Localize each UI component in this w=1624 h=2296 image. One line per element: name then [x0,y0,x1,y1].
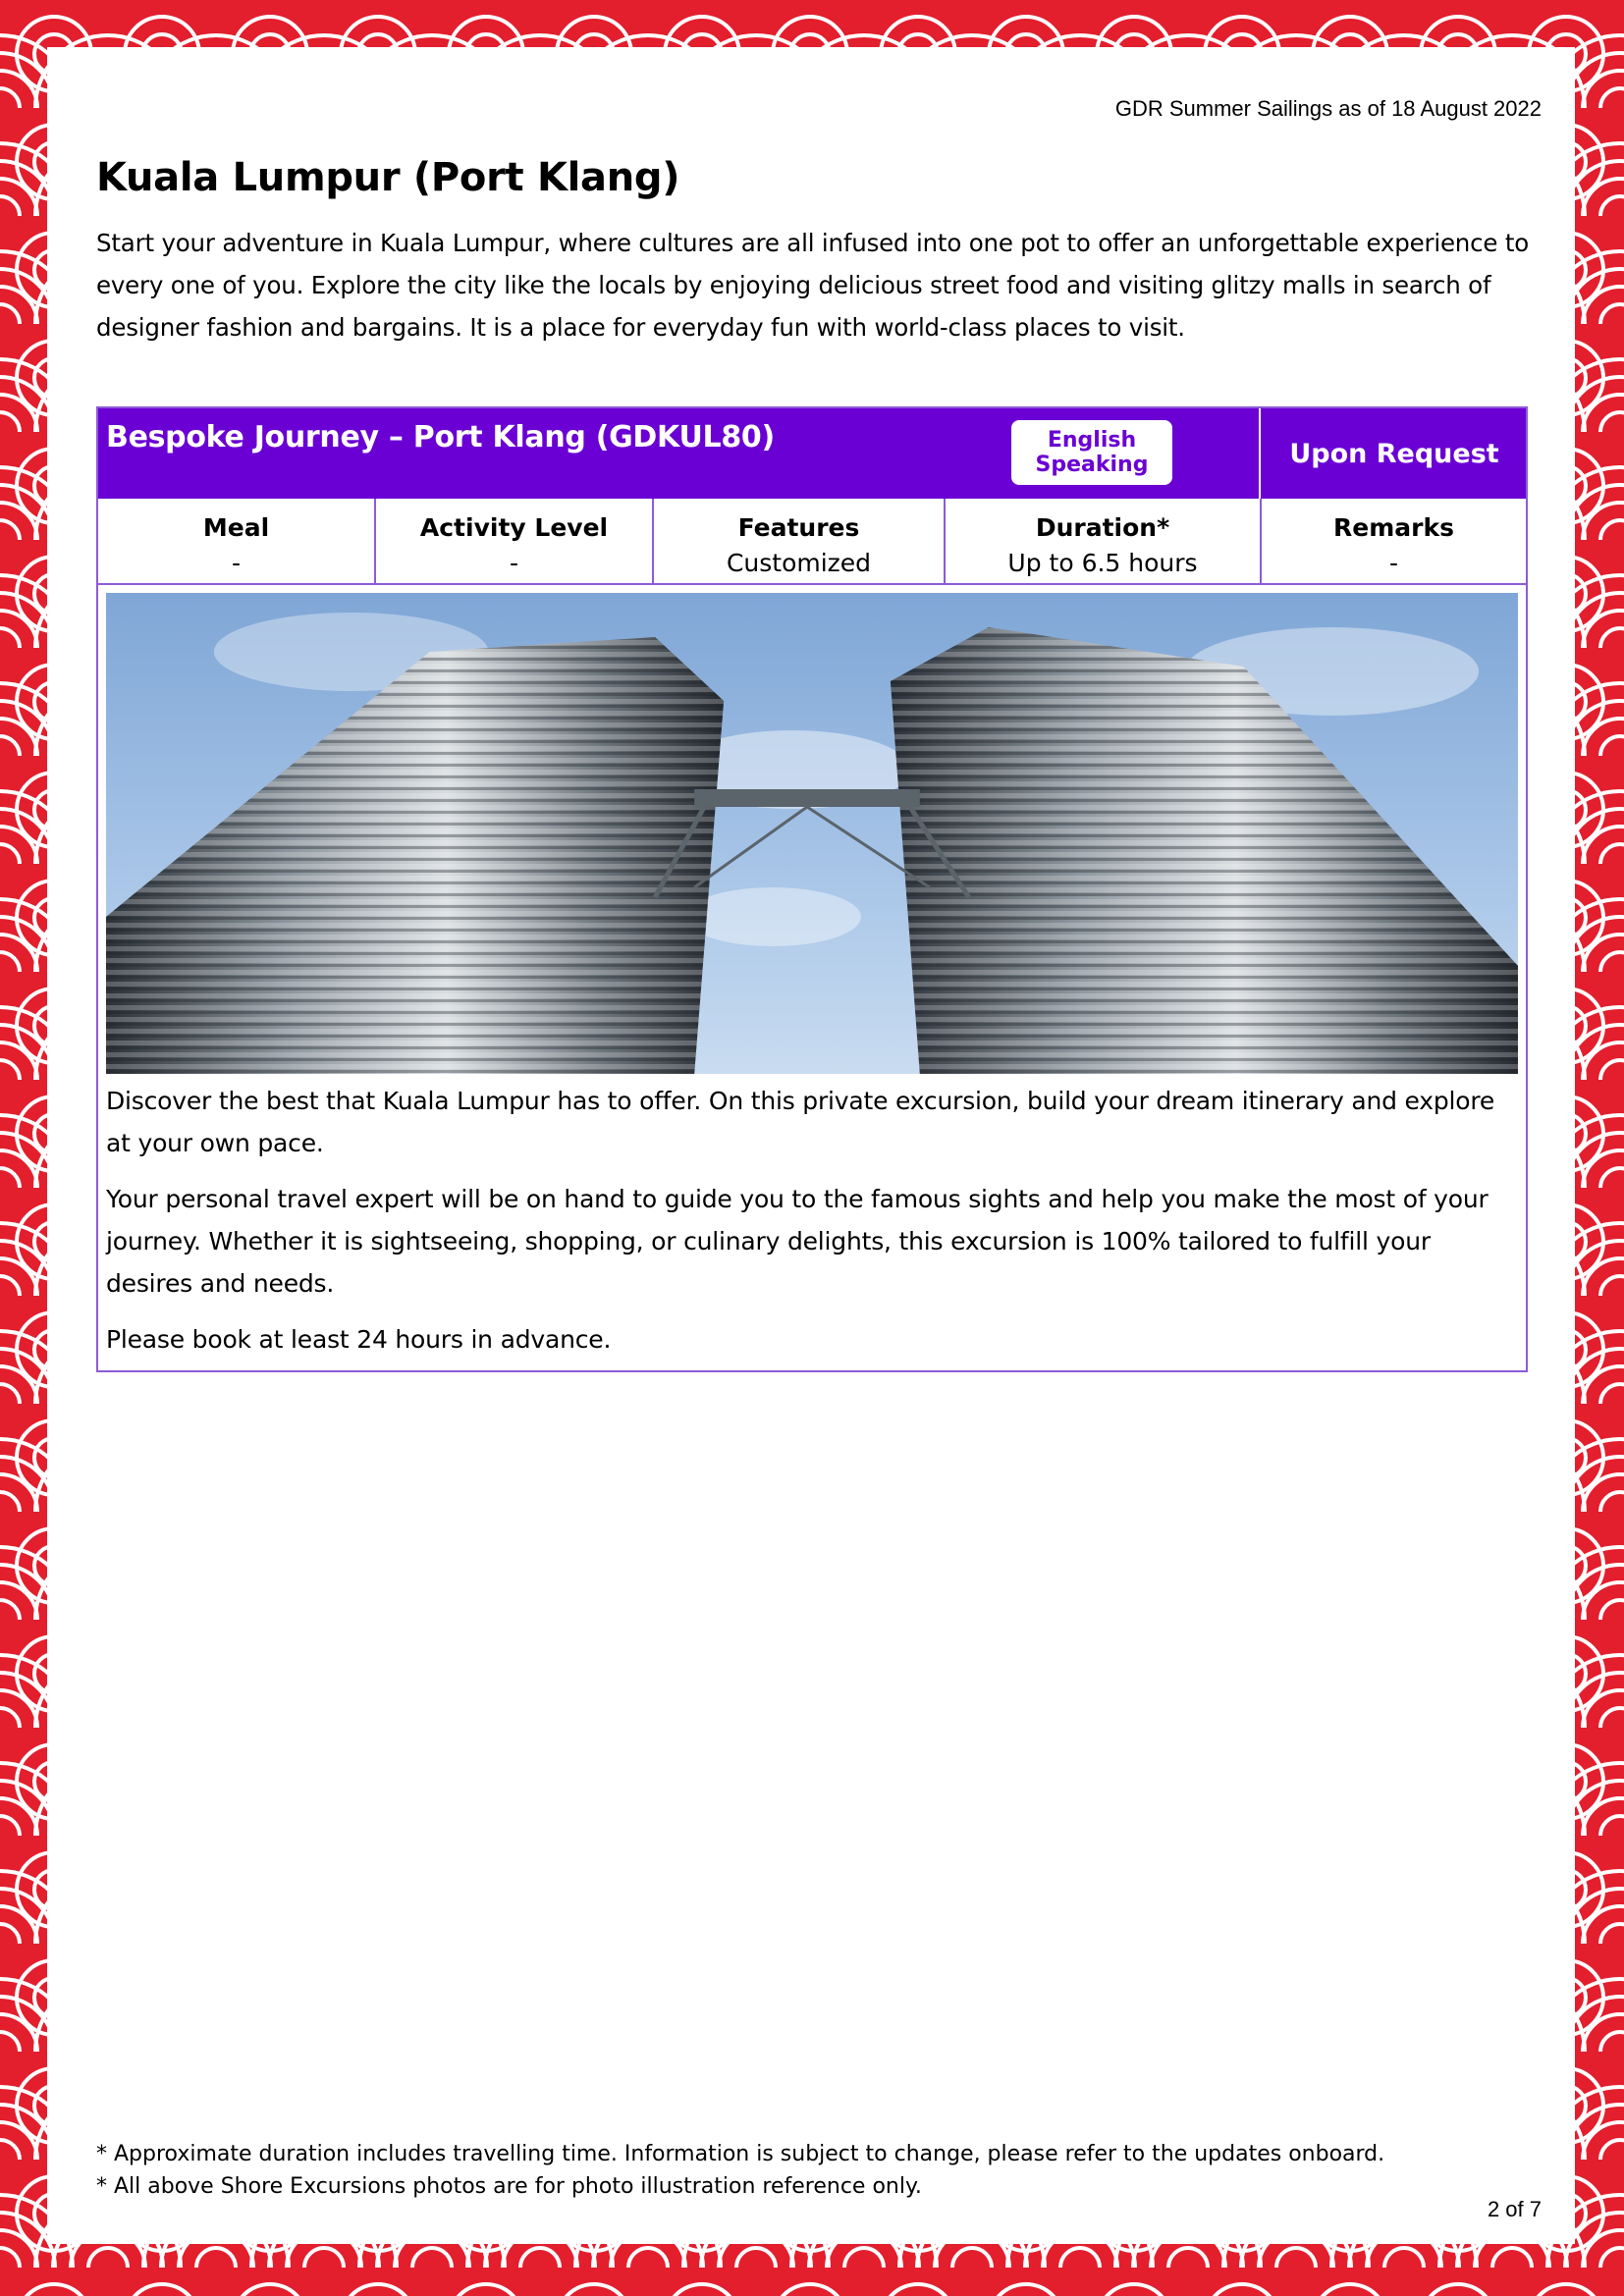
port-title: Kuala Lumpur (Port Klang) [96,155,680,200]
remarks-value: - [1261,542,1526,584]
description-paragraph: Please book at least 24 hours in advance. [106,1325,612,1354]
info-header-row [98,499,1526,542]
excursion-card [96,406,1528,1372]
language-badge [1011,420,1172,485]
excursion-info-table [98,499,1526,585]
footnote-duration: * Approximate duration includes travelling time. Information is subject to change, please refer to the updates onboard. [96,2142,1385,2166]
language-badge-line1: English [1047,428,1137,453]
footnotes [96,2138,1384,2203]
column-header-duration: Duration* [945,499,1261,542]
photo-container [98,585,1526,1074]
description-paragraph: Discover the best that Kuala Lumpur has to offer. On this private excursion, build your dream itinerary and explore at your own pace. [106,1087,1495,1157]
column-header-features: Features [653,499,945,542]
excursion-header [98,408,1526,499]
activity-level-value: - [375,542,653,584]
description-paragraph: Your personal travel expert will be on hand to guide you to the famous sights and help you make the most of your journey. Whether it is sightseeing, shopping, or culinary delights, this excursion is 100% tailored to fulfill your desires and needs. [106,1185,1489,1298]
petronas-towers-photo [106,593,1518,1074]
column-header-meal: Meal [98,499,375,542]
meal-value: - [98,542,375,584]
port-intro: Start your adventure in Kuala Lumpur, where cultures are all infused into one pot to offer an unforgettable experience to every one of you. Explore the city like the locals by enjoying delicious street food and visiting glitzy malls in search of designer fashion and bargains. It is a place for everyday fun with world-class places to visit. [96,229,1530,342]
page-number: 2 of 7 [1487,2197,1542,2221]
duration-value: Up to 6.5 hours [945,542,1261,584]
header-date-line: GDR Summer Sailings as of 18 August 2022 [1114,96,1542,121]
excursion-title: Bespoke Journey – Port Klang (GDKUL80) [106,420,775,454]
availability-status: Upon Request [1259,408,1528,499]
footnote-photos: * All above Shore Excursions photos are for photo illustration reference only. [96,2174,922,2199]
document-page [47,47,1575,2244]
excursion-description [98,1074,1526,1370]
column-header-remarks: Remarks [1333,513,1454,542]
info-value-row [98,542,1526,584]
column-header-activity-level: Activity Level [375,499,653,542]
language-badge-line2: Speaking [1035,453,1149,477]
features-value: Customized [653,542,945,584]
